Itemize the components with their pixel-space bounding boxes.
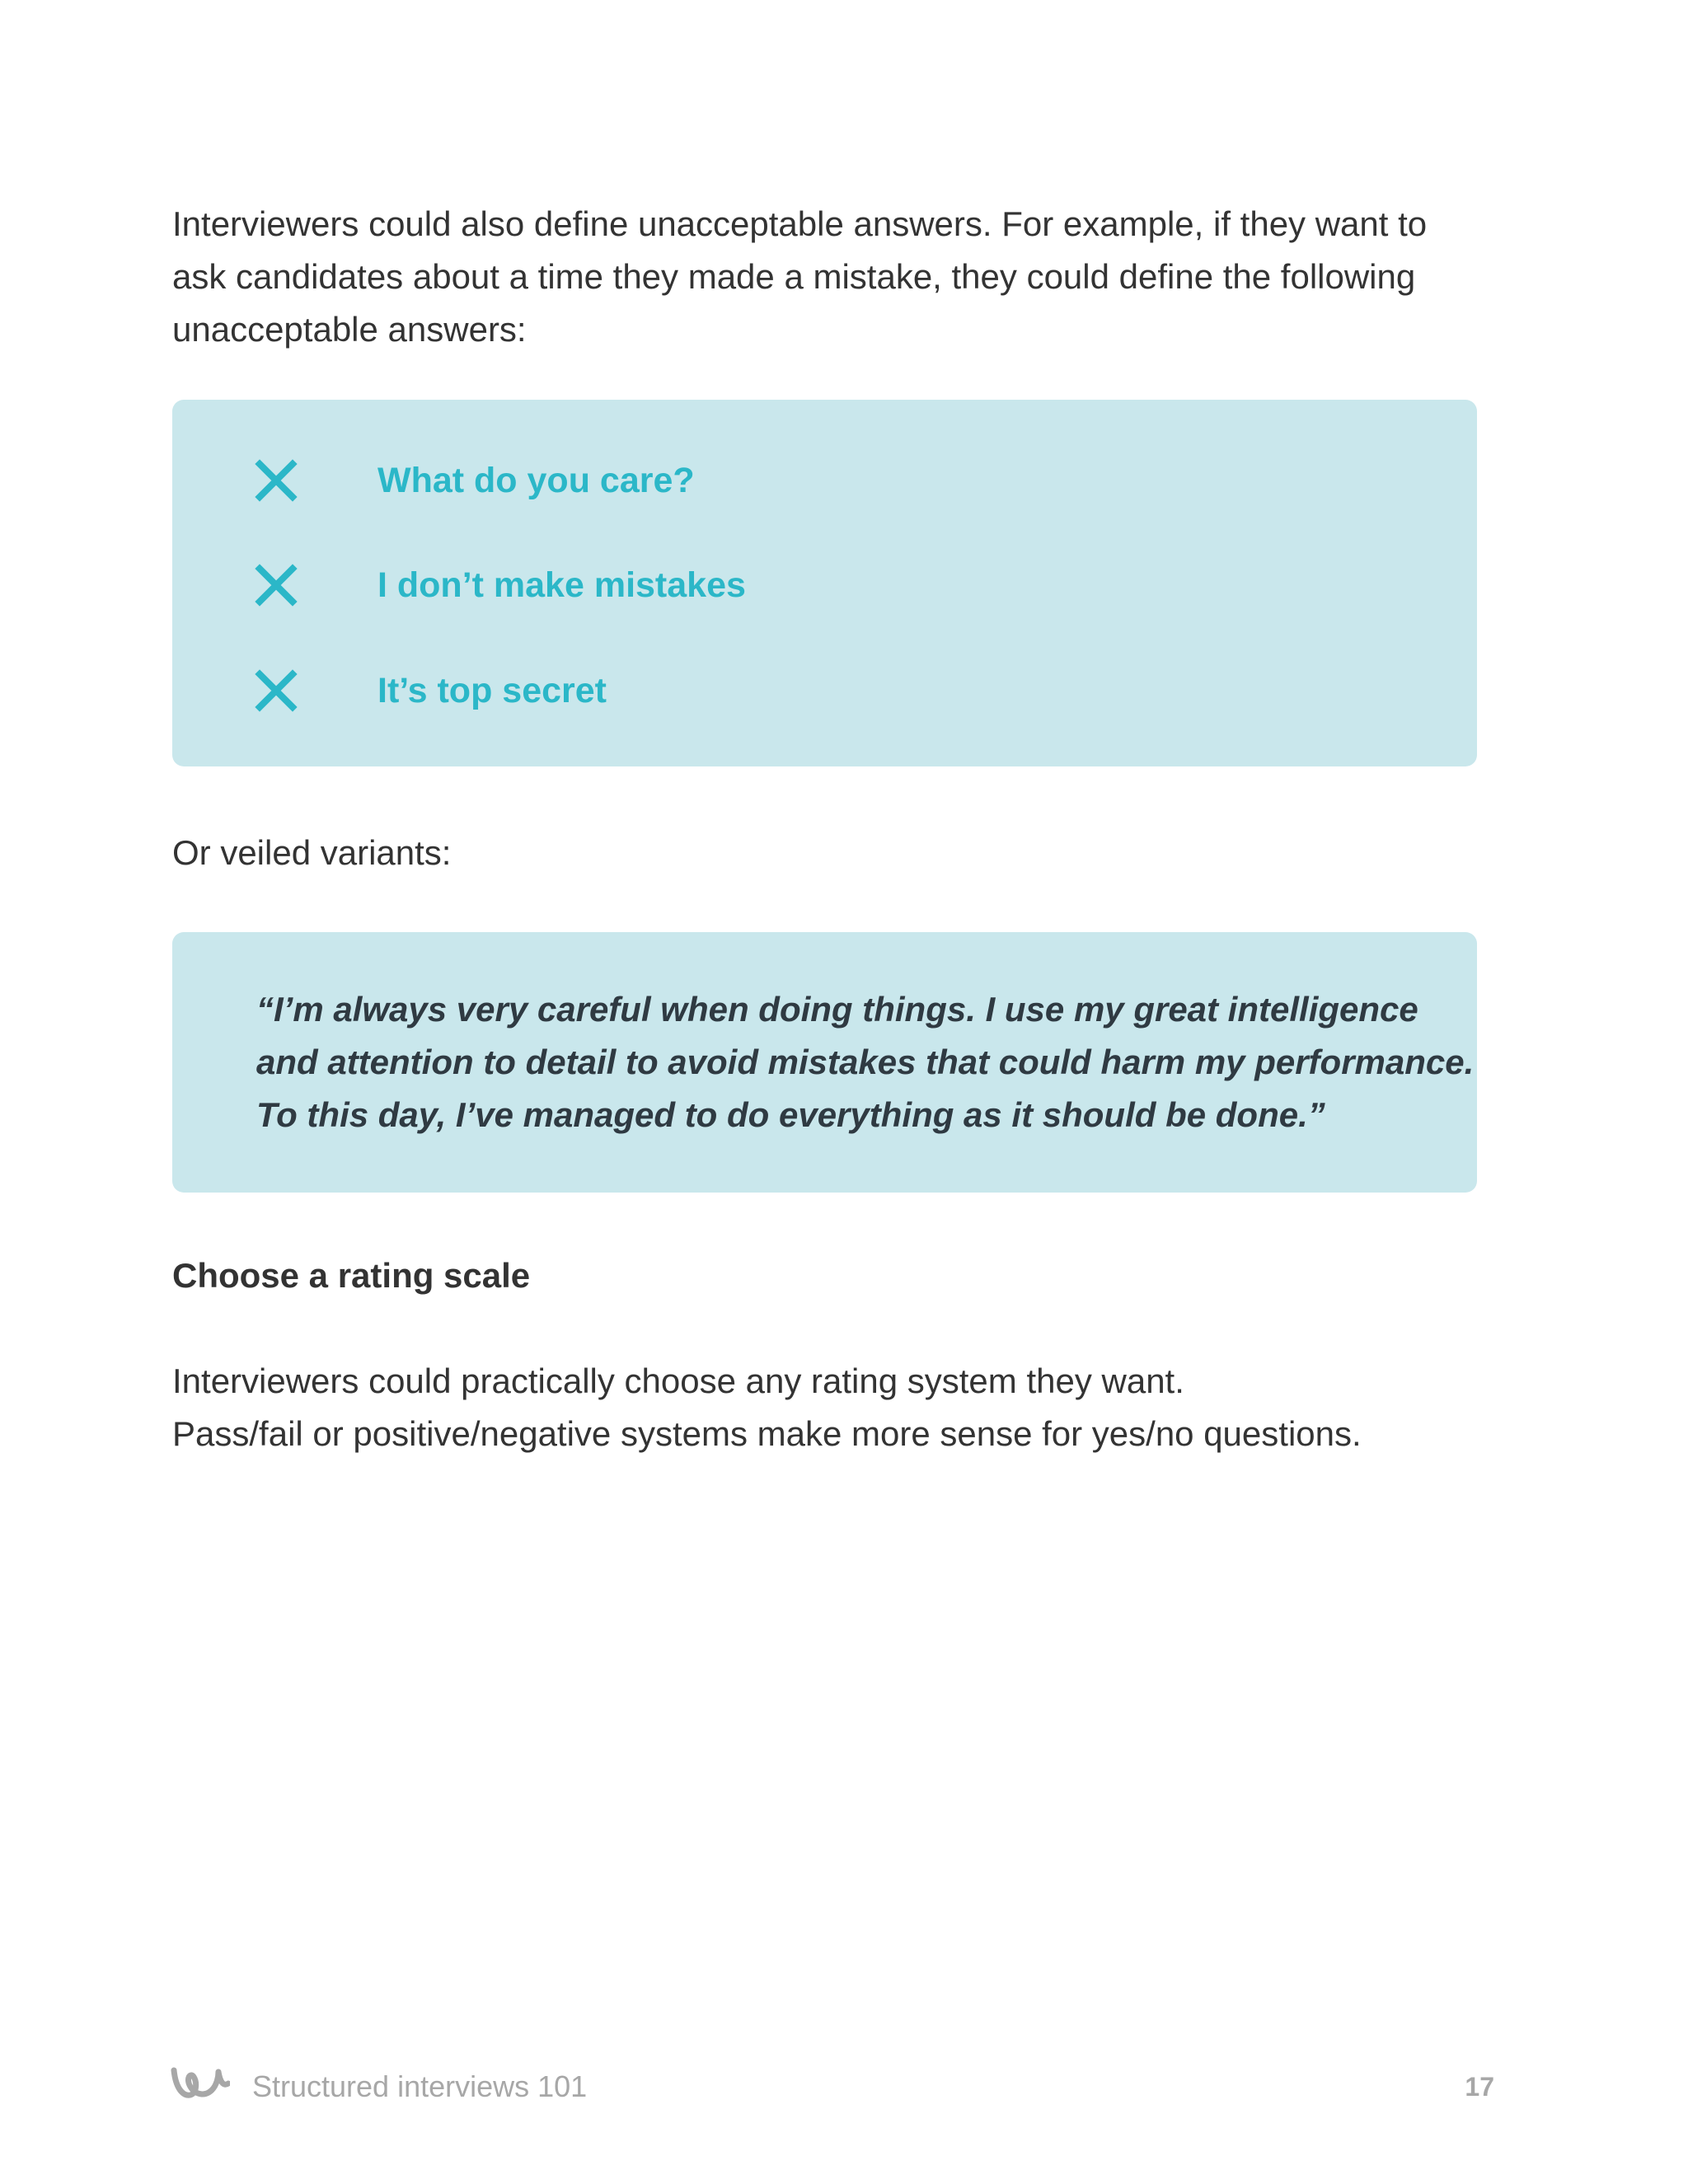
rating-paragraph <box>172 1355 1491 1460</box>
intro-line: unacceptable answers: <box>172 310 527 349</box>
intro-line: ask candidates about a time they made a mistake, they could define the following <box>172 257 1416 296</box>
unacceptable-answers-box <box>172 400 1477 766</box>
veiled-quote-box <box>172 932 1477 1193</box>
unacceptable-answer-item <box>172 661 1477 727</box>
close-x-icon <box>255 459 298 502</box>
quote-line: To this day, I’ve managed to do everything as it should be done.” <box>256 1095 1325 1134</box>
veiled-variants-intro: Or veiled variants: <box>172 833 452 872</box>
rating-line: Pass/fail or positive/negative systems make more sense for yes/no questions. <box>172 1414 1362 1453</box>
document-title: Structured interviews 101 <box>252 2069 588 2103</box>
section-heading: Choose a rating scale <box>172 1256 531 1295</box>
close-x-icon <box>255 564 298 607</box>
close-x-icon <box>255 669 298 712</box>
page-number: 17 <box>1465 2072 1494 2102</box>
quote-line: “I’m always very careful when doing things. I use my great intelligence <box>256 990 1418 1029</box>
unacceptable-answer-text: It’s top secret <box>377 671 607 710</box>
veiled-quote <box>256 983 1474 1141</box>
intro-line: Interviewers could also define unacceptable answers. For example, if they want to <box>172 204 1428 243</box>
unacceptable-answer-item <box>172 555 1477 621</box>
unacceptable-answer-text: What do you care? <box>377 461 695 500</box>
page-footer <box>0 2060 1688 2118</box>
intro-paragraph <box>172 198 1491 356</box>
quote-line: and attention to detail to avoid mistakes that could harm my performance. <box>256 1043 1475 1081</box>
unacceptable-answer-text: I don’t make mistakes <box>377 565 746 605</box>
unacceptable-answer-item <box>172 451 1477 517</box>
workable-logo-icon <box>171 2065 230 2102</box>
rating-line: Interviewers could practically choose any rating system they want. <box>172 1361 1184 1400</box>
